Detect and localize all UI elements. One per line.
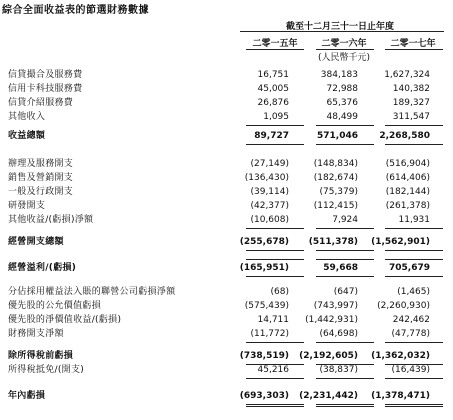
row-value-2016: (182,674) <box>313 173 358 183</box>
row-value-2016: (647) <box>333 287 358 297</box>
row-value-2016: 384,183 <box>320 70 358 80</box>
subtotal-rule <box>385 125 443 126</box>
subtotal-rule <box>316 276 374 277</box>
row-value-2016: (148,834) <box>313 159 358 169</box>
subtotal-rule <box>246 342 304 343</box>
subtotal-rule <box>385 342 443 343</box>
subtotal-rule <box>246 378 304 379</box>
row-value-2016: 571,046 <box>317 131 358 141</box>
table-row <box>0 200 453 212</box>
row-value-2015: (10,608) <box>250 215 289 225</box>
row-value-2016: 72,988 <box>326 84 358 94</box>
row-value-2017: (1,465) <box>397 287 430 297</box>
row-value-2015: (27,149) <box>250 159 289 169</box>
total-double-rule <box>316 404 374 407</box>
row-value-2017: (1,562,901) <box>371 237 430 247</box>
row-label: 信貸介紹服務費 <box>8 98 74 108</box>
row-value-2015: (693,303) <box>239 391 289 401</box>
table-row <box>0 97 453 109</box>
row-value-2016: (743,997) <box>313 301 358 311</box>
row-value-2017: (1,362,032) <box>371 351 430 361</box>
table-row <box>0 83 453 95</box>
row-value-2017: (47,778) <box>391 329 430 339</box>
row-value-2016: (112,415) <box>313 201 358 211</box>
year-rule <box>385 49 443 50</box>
table-row <box>0 158 453 170</box>
subtotal-rule <box>246 144 304 145</box>
row-label: 信用卡科技服務費 <box>8 84 83 94</box>
table-row <box>0 130 453 142</box>
row-label: 優先股的淨價值收益/(虧損) <box>8 315 122 325</box>
row-value-2017: 140,382 <box>392 84 430 94</box>
row-value-2015: 26,876 <box>257 98 289 108</box>
row-value-2015: (255,678) <box>239 237 289 247</box>
subtotal-rule <box>385 228 443 229</box>
row-label: 研發開支 <box>8 201 46 211</box>
table-row <box>0 286 453 298</box>
row-label: 其他收益/(虧損)淨額 <box>8 215 94 225</box>
row-value-2015: (68) <box>270 287 289 297</box>
year-header-2017: 二零一七年 <box>390 39 436 49</box>
table-row <box>0 328 453 340</box>
row-label: 銷售及營銷開支 <box>8 173 74 183</box>
row-label: 一般及行政開支 <box>8 187 74 197</box>
row-value-2015: (11,772) <box>250 329 289 339</box>
total-double-rule <box>246 404 304 407</box>
row-value-2016: 7,924 <box>332 215 358 225</box>
table-row <box>0 300 453 312</box>
subtotal-rule <box>316 228 374 229</box>
row-value-2015: (42,377) <box>250 201 289 211</box>
subtotal-rule <box>246 228 304 229</box>
row-value-2017: (614,406) <box>385 173 430 183</box>
subtotal-rule <box>385 250 443 251</box>
table-row <box>0 69 453 81</box>
period-rule <box>240 31 444 32</box>
row-value-2016: (75,379) <box>319 187 358 197</box>
row-label: 優先股的公允價值虧損 <box>8 301 102 311</box>
row-value-2016: 65,376 <box>326 98 358 108</box>
subtotal-rule <box>316 125 374 126</box>
subtotal-rule <box>385 378 443 379</box>
subtotal-rule <box>316 378 374 379</box>
subtotal-rule <box>316 250 374 251</box>
row-value-2016: (1,442,931) <box>305 315 358 325</box>
row-value-2015: (39,114) <box>250 187 289 197</box>
subtotal-rule <box>246 125 304 126</box>
row-value-2016: 59,668 <box>323 263 358 273</box>
row-value-2015: 45,005 <box>257 84 289 94</box>
row-value-2017: 705,679 <box>389 263 430 273</box>
table-row <box>0 364 453 376</box>
row-value-2015: 14,711 <box>257 315 289 325</box>
table-row <box>0 262 453 274</box>
row-value-2016: (64,698) <box>319 329 358 339</box>
row-value-2017: 311,547 <box>392 112 430 122</box>
subtotal-rule <box>385 259 443 260</box>
row-value-2017: 11,931 <box>398 215 430 225</box>
row-value-2016: (2,192,605) <box>299 351 358 361</box>
row-value-2015: (738,519) <box>239 351 289 361</box>
subtotal-rule <box>246 250 304 251</box>
row-value-2015: (575,439) <box>244 301 289 311</box>
row-value-2017: 242,462 <box>392 315 430 325</box>
row-value-2017: (516,904) <box>385 159 430 169</box>
row-label: 分佔採用權益法入賬的聯營公司虧損淨額 <box>8 287 176 297</box>
row-label: 除所得稅前虧損 <box>8 351 74 361</box>
table-row <box>0 186 453 198</box>
subtotal-rule <box>316 144 374 145</box>
year-rule <box>246 49 304 50</box>
subtotal-rule <box>316 342 374 343</box>
row-value-2015: 16,751 <box>257 70 289 80</box>
year-header-2015: 二零一五年 <box>252 39 298 49</box>
row-value-2017: (182,144) <box>385 187 430 197</box>
row-value-2015: 1,095 <box>263 112 289 122</box>
table-row <box>0 314 453 326</box>
row-value-2015: 45,216 <box>257 365 289 375</box>
statement-title: 綜合全面收益表的節選財務數據 <box>2 5 149 16</box>
table-row <box>0 390 453 402</box>
year-header-2016: 二零一六年 <box>321 39 367 49</box>
row-label: 所得稅抵免/(開支) <box>8 365 85 375</box>
row-value-2016: (511,378) <box>308 237 358 247</box>
period-header: 截至十二月三十一日止年度 <box>285 22 394 32</box>
row-label: 經營開支總額 <box>8 237 64 247</box>
subtotal-rule <box>385 144 443 145</box>
row-value-2017: (1,378,471) <box>371 391 430 401</box>
row-label: 經營溢利/(虧損) <box>8 263 77 273</box>
row-value-2017: 1,627,324 <box>384 70 430 80</box>
subtotal-rule <box>316 259 374 260</box>
table-row <box>0 111 453 123</box>
row-value-2015: (136,430) <box>244 173 289 183</box>
row-value-2016: 48,499 <box>326 112 358 122</box>
row-value-2016: (38,837) <box>319 365 358 375</box>
total-double-rule <box>385 404 443 407</box>
row-value-2016: (2,231,442) <box>299 391 358 401</box>
table-row <box>0 350 453 362</box>
currency-unit: (人民幣千元) <box>317 53 371 63</box>
subtotal-rule <box>385 276 443 277</box>
row-label: 其他收入 <box>8 112 46 122</box>
row-value-2015: (165,951) <box>239 263 289 273</box>
row-value-2017: (2,260,930) <box>377 301 430 311</box>
row-value-2017: (261,378) <box>385 201 430 211</box>
row-label: 辦理及服務開支 <box>8 159 74 169</box>
table-row <box>0 236 453 248</box>
row-label: 信貸撮合及服務費 <box>8 70 83 80</box>
row-label: 財務開支淨額 <box>8 329 64 339</box>
row-label: 收益總額 <box>8 131 46 141</box>
row-value-2017: (16,439) <box>391 365 430 375</box>
row-value-2017: 189,327 <box>392 98 430 108</box>
row-value-2015: 89,727 <box>254 131 289 141</box>
subtotal-rule <box>246 276 304 277</box>
row-value-2017: 2,268,580 <box>379 131 430 141</box>
table-row <box>0 172 453 184</box>
subtotal-rule <box>246 259 304 260</box>
table-row <box>0 214 453 226</box>
row-label: 年內虧損 <box>8 391 46 401</box>
